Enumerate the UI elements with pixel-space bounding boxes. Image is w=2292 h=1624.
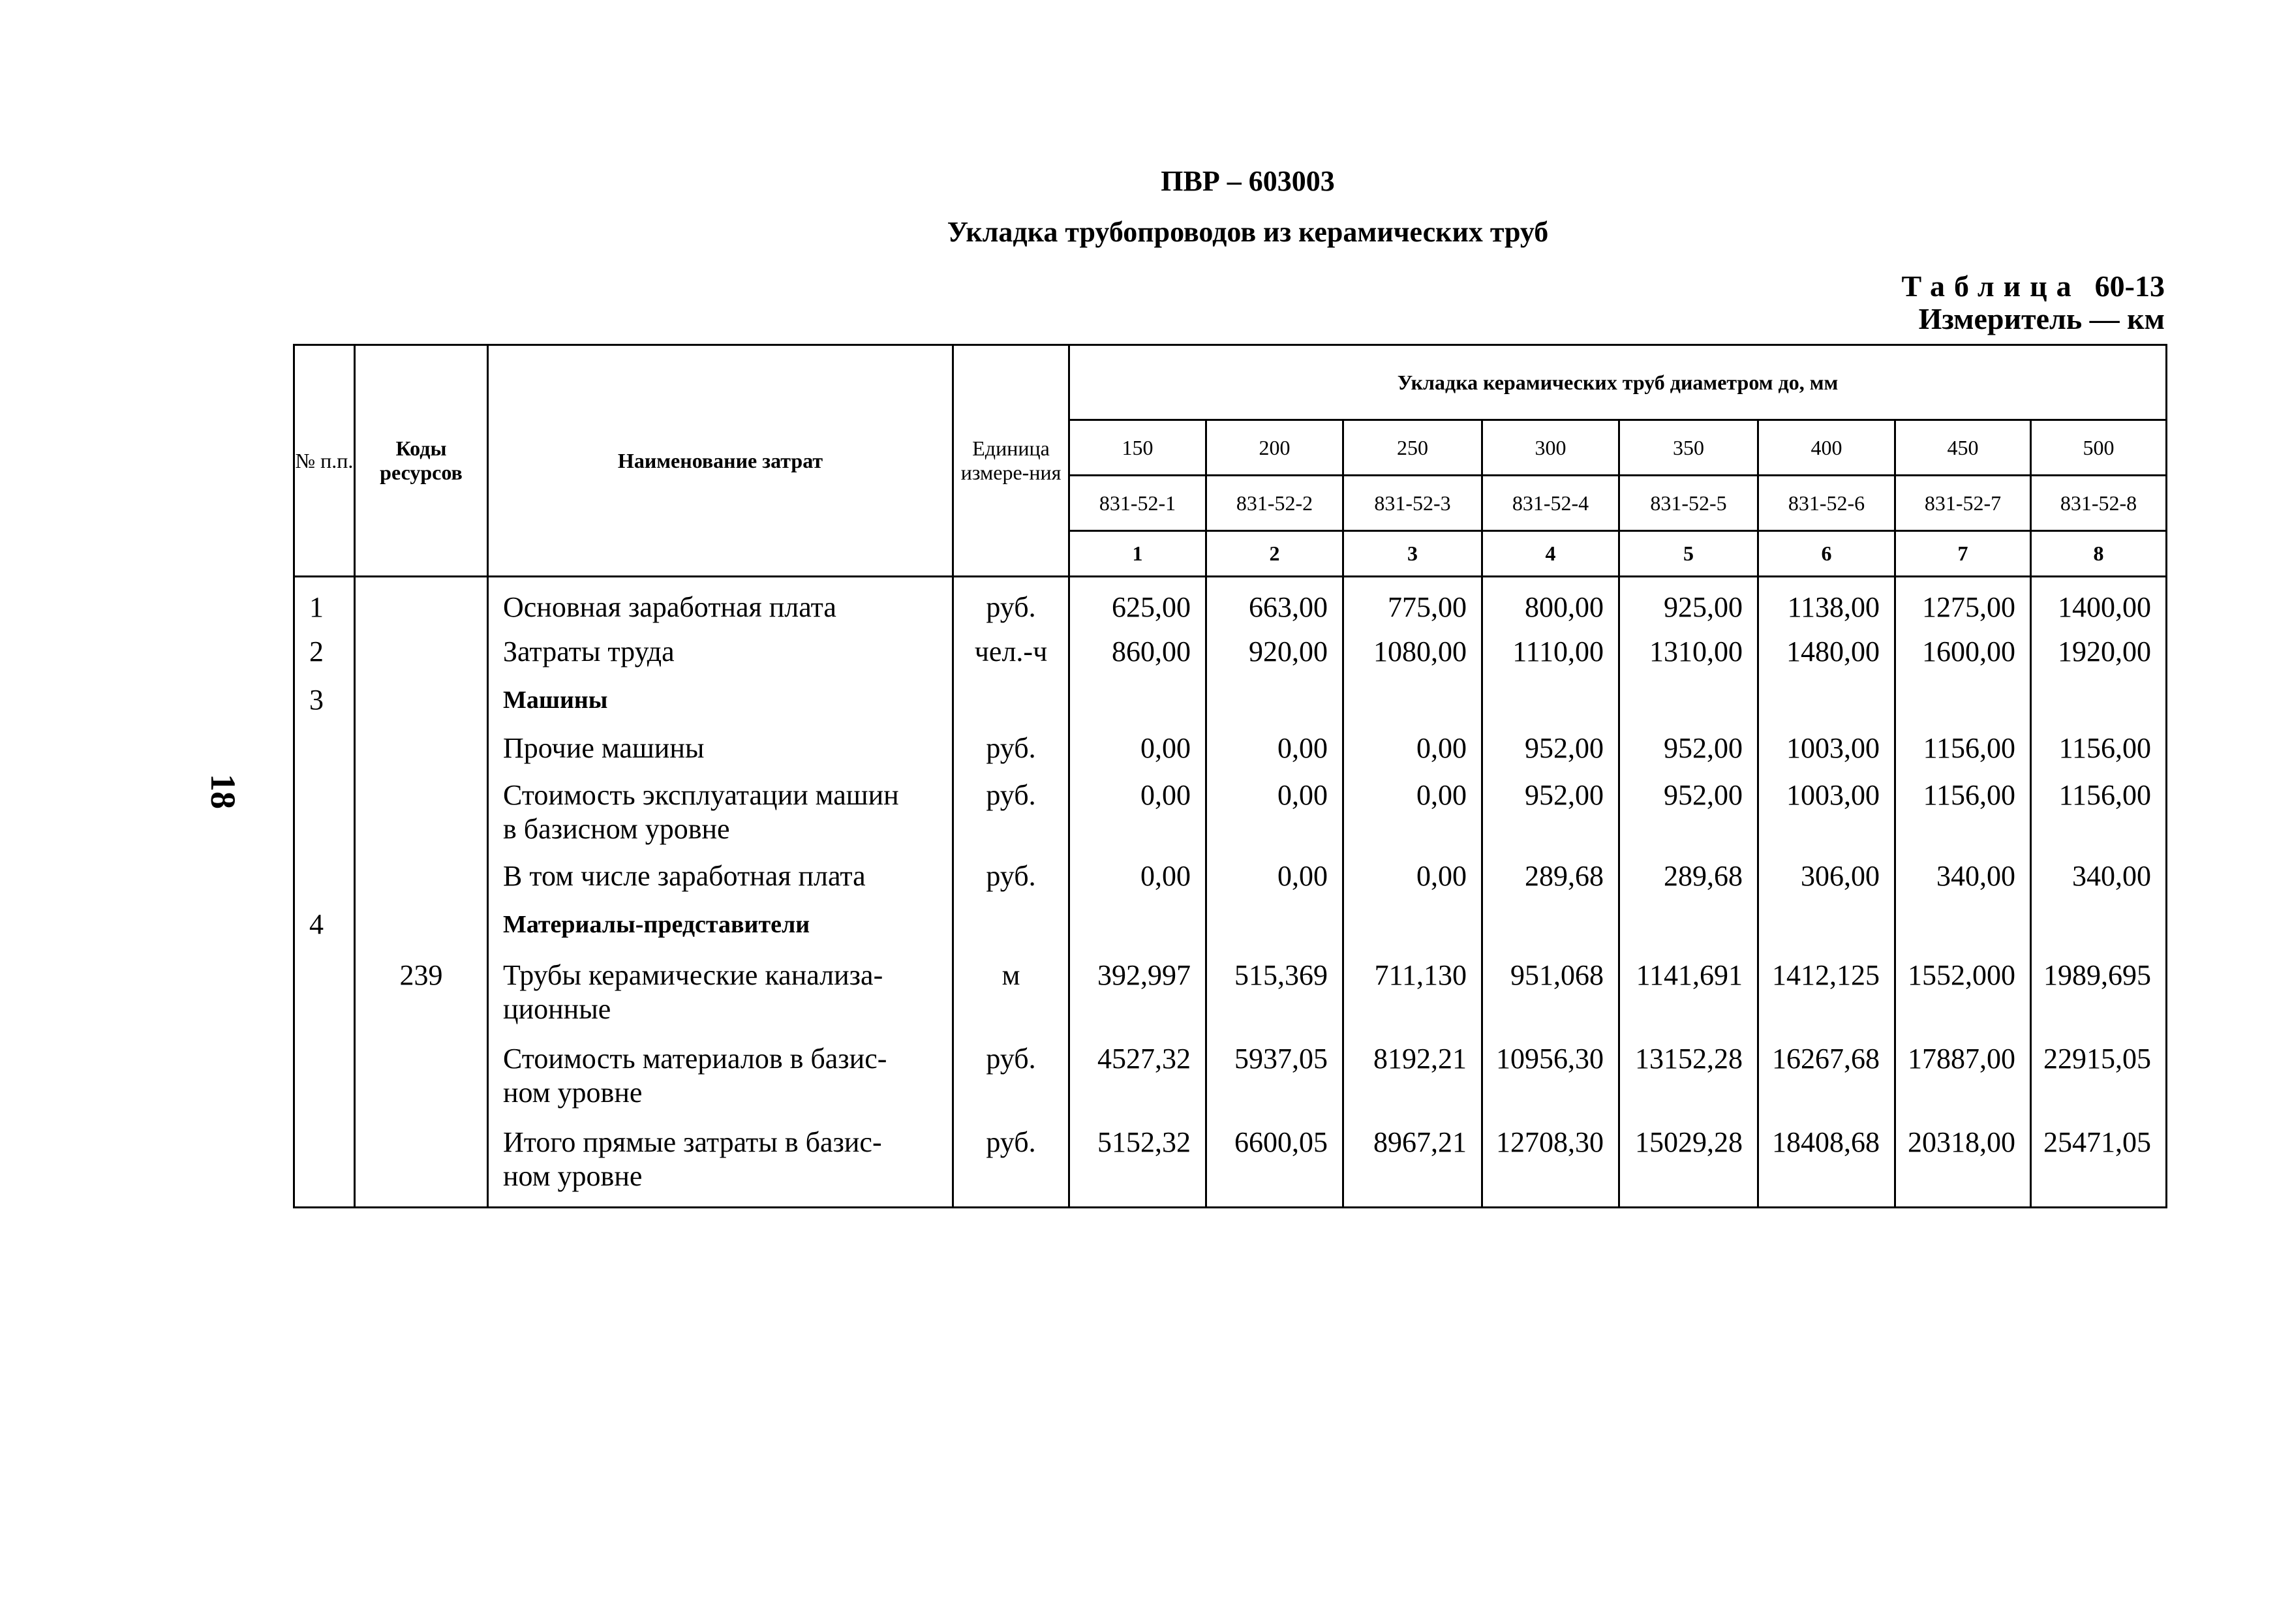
value-cell: 1275,00: [1895, 577, 2031, 630]
value-cell: [1343, 674, 1482, 726]
header-column-number: 5: [1619, 531, 1758, 577]
cost-table: [293, 344, 2167, 1208]
value-cell: 1989,695: [2031, 951, 2167, 1034]
value-cell: 5152,32: [1069, 1118, 1206, 1208]
value-cell: 289,68: [1482, 854, 1619, 898]
value-cell: [1482, 674, 1619, 726]
value-cell: 5937,05: [1206, 1034, 1343, 1118]
resource-code: [355, 726, 488, 771]
value-cell: 4527,32: [1069, 1034, 1206, 1118]
unit: чел.-ч: [953, 630, 1069, 674]
cost-name-line: Затраты труда: [503, 636, 675, 667]
unit: руб.: [953, 1118, 1069, 1208]
unit: м: [953, 951, 1069, 1034]
value-cell: 1138,00: [1758, 577, 1895, 630]
value-cell: 392,997: [1069, 951, 1206, 1034]
value-cell: 952,00: [1482, 771, 1619, 854]
cost-name: [488, 898, 953, 951]
value-cell: [1758, 898, 1895, 951]
cost-name-line: В том числе заработная плата: [503, 860, 866, 892]
cost-name-line: Прочие машины: [503, 732, 705, 764]
unit: руб.: [953, 771, 1069, 854]
resource-code: [355, 630, 488, 674]
resource-code: [355, 1034, 488, 1118]
cost-name: [488, 726, 953, 771]
value-cell: 663,00: [1206, 577, 1343, 630]
resource-code: [355, 854, 488, 898]
cost-name: [488, 1118, 953, 1208]
header-column-number: 6: [1758, 531, 1895, 577]
table-row: [294, 1034, 2167, 1118]
header-column-number: 8: [2031, 531, 2167, 577]
value-cell: 1600,00: [1895, 630, 2031, 674]
header-diameter: 200: [1206, 420, 1343, 476]
value-cell: 0,00: [1343, 726, 1482, 771]
row-number: 4: [294, 898, 355, 951]
resource-code: [355, 1118, 488, 1208]
value-cell: 1412,125: [1758, 951, 1895, 1034]
header-codes: Коды ресурсов: [355, 345, 488, 577]
header-diameter: 350: [1619, 420, 1758, 476]
row-number: [294, 854, 355, 898]
table-label-word: Таблица: [1901, 269, 2081, 303]
value-cell: 306,00: [1758, 854, 1895, 898]
value-cell: [2031, 898, 2167, 951]
value-cell: 340,00: [2031, 854, 2167, 898]
row-number: [294, 726, 355, 771]
header-norm-code: 831-52-6: [1758, 476, 1895, 531]
value-cell: 6600,05: [1206, 1118, 1343, 1208]
cost-name-line: Основная заработная плата: [503, 591, 836, 623]
value-cell: 775,00: [1343, 577, 1482, 630]
header-norm-code: 831-52-5: [1619, 476, 1758, 531]
cost-name: [488, 1034, 953, 1118]
table-row: [294, 951, 2167, 1034]
table-row: [294, 771, 2167, 854]
value-cell: 20318,00: [1895, 1118, 2031, 1208]
header-unit: Единица измере-ния: [953, 345, 1069, 577]
value-cell: 1552,000: [1895, 951, 2031, 1034]
value-cell: [1758, 674, 1895, 726]
value-cell: 17887,00: [1895, 1034, 2031, 1118]
cost-name: [488, 771, 953, 854]
value-cell: [1069, 674, 1206, 726]
cost-name-line: Итого прямые затраты в базис-: [503, 1126, 882, 1158]
cost-name-line: Стоимость эксплуатации машин: [503, 779, 899, 811]
value-cell: [1619, 674, 1758, 726]
header-column-number: 3: [1343, 531, 1482, 577]
value-cell: [1895, 674, 2031, 726]
cost-name-line: Материалы-представители: [503, 911, 810, 938]
table-label-number: 60-13: [2094, 269, 2165, 303]
header-diameter: 250: [1343, 420, 1482, 476]
value-cell: 13152,28: [1619, 1034, 1758, 1118]
header-norm-code: 831-52-3: [1343, 476, 1482, 531]
cost-name: [488, 630, 953, 674]
resource-code: [355, 577, 488, 630]
value-cell: 1156,00: [2031, 726, 2167, 771]
cost-name: [488, 577, 953, 630]
resource-code: [355, 771, 488, 854]
row-number: [294, 951, 355, 1034]
value-cell: [1069, 898, 1206, 951]
value-cell: 0,00: [1206, 854, 1343, 898]
value-cell: 0,00: [1069, 726, 1206, 771]
value-cell: 952,00: [1619, 771, 1758, 854]
table-label: [1901, 269, 2165, 303]
value-cell: 0,00: [1069, 771, 1206, 854]
value-cell: 952,00: [1619, 726, 1758, 771]
value-cell: 22915,05: [2031, 1034, 2167, 1118]
cost-name: [488, 854, 953, 898]
cost-name-line: ном уровне: [503, 1160, 643, 1192]
header-column-number: 7: [1895, 531, 2031, 577]
value-cell: 340,00: [1895, 854, 2031, 898]
value-cell: 1003,00: [1758, 771, 1895, 854]
value-cell: 1156,00: [1895, 726, 2031, 771]
cost-name-line: Стоимость материалов в базис-: [503, 1043, 887, 1075]
header-name: Наименование затрат: [488, 345, 953, 577]
unit: руб.: [953, 1034, 1069, 1118]
value-cell: 1400,00: [2031, 577, 2167, 630]
value-cell: 12708,30: [1482, 1118, 1619, 1208]
value-cell: [1895, 898, 2031, 951]
header-no: № п.п.: [294, 345, 355, 577]
row-number: [294, 1118, 355, 1208]
row-number: [294, 1034, 355, 1118]
value-cell: 0,00: [1343, 854, 1482, 898]
document-subtitle: Укладка трубопроводов из керамических труб: [947, 216, 1549, 248]
cost-name-line: Трубы керамические канализа-: [503, 959, 883, 991]
resource-code: 239: [355, 951, 488, 1034]
document-code-title: ПВР – 603003: [1161, 165, 1335, 197]
value-cell: 8192,21: [1343, 1034, 1482, 1118]
value-cell: 1080,00: [1343, 630, 1482, 674]
unit: руб.: [953, 577, 1069, 630]
page-number: 18: [204, 774, 243, 809]
header-diameter: 300: [1482, 420, 1619, 476]
value-cell: 0,00: [1343, 771, 1482, 854]
value-cell: 1110,00: [1482, 630, 1619, 674]
cost-name-line: Машины: [503, 686, 608, 714]
header-diameter: 500: [2031, 420, 2167, 476]
header-column-number: 1: [1069, 531, 1206, 577]
row-number: 3: [294, 674, 355, 726]
value-cell: 289,68: [1619, 854, 1758, 898]
value-cell: 0,00: [1206, 726, 1343, 771]
table-row: [294, 577, 2167, 630]
unit: руб.: [953, 854, 1069, 898]
cost-name-line: в базисном уровне: [503, 813, 730, 845]
header-column-number: 4: [1482, 531, 1619, 577]
header-norm-code: 831-52-7: [1895, 476, 2031, 531]
value-cell: [1619, 898, 1758, 951]
value-cell: 25471,05: [2031, 1118, 2167, 1208]
resource-code: [355, 898, 488, 951]
value-cell: 1480,00: [1758, 630, 1895, 674]
cost-name-line: ном уровне: [503, 1077, 643, 1109]
value-cell: 1141,691: [1619, 951, 1758, 1034]
value-cell: 711,130: [1343, 951, 1482, 1034]
value-cell: 1003,00: [1758, 726, 1895, 771]
unit: руб.: [953, 726, 1069, 771]
value-cell: 16267,68: [1758, 1034, 1895, 1118]
row-number: 1: [294, 577, 355, 630]
table-row: [294, 630, 2167, 674]
cost-name: [488, 951, 953, 1034]
value-cell: 0,00: [1206, 771, 1343, 854]
table-row: [294, 1118, 2167, 1208]
value-cell: 8967,21: [1343, 1118, 1482, 1208]
value-cell: 1920,00: [2031, 630, 2167, 674]
header-group-title: Укладка керамических труб диаметром до, мм: [1069, 345, 2167, 420]
header-norm-code: 831-52-1: [1069, 476, 1206, 531]
unit: [953, 898, 1069, 951]
cost-name-line: ционные: [503, 993, 611, 1025]
header-diameter: 150: [1069, 420, 1206, 476]
value-cell: 15029,28: [1619, 1118, 1758, 1208]
row-number: [294, 771, 355, 854]
table-row: [294, 898, 2167, 951]
value-cell: [1482, 898, 1619, 951]
value-cell: 10956,30: [1482, 1034, 1619, 1118]
value-cell: [1206, 898, 1343, 951]
value-cell: 515,369: [1206, 951, 1343, 1034]
value-cell: 800,00: [1482, 577, 1619, 630]
header-norm-code: 831-52-2: [1206, 476, 1343, 531]
table-row: [294, 726, 2167, 771]
value-cell: 951,068: [1482, 951, 1619, 1034]
unit: [953, 674, 1069, 726]
header-norm-code: 831-52-4: [1482, 476, 1619, 531]
value-cell: 860,00: [1069, 630, 1206, 674]
value-cell: 1310,00: [1619, 630, 1758, 674]
header-column-number: 2: [1206, 531, 1343, 577]
value-cell: 920,00: [1206, 630, 1343, 674]
header-diameter: 450: [1895, 420, 2031, 476]
resource-code: [355, 674, 488, 726]
value-cell: 1156,00: [2031, 771, 2167, 854]
table-row: [294, 674, 2167, 726]
cost-name: [488, 674, 953, 726]
table-row: [294, 854, 2167, 898]
value-cell: [1206, 674, 1343, 726]
value-cell: [1343, 898, 1482, 951]
value-cell: 0,00: [1069, 854, 1206, 898]
value-cell: 625,00: [1069, 577, 1206, 630]
value-cell: 18408,68: [1758, 1118, 1895, 1208]
value-cell: [2031, 674, 2167, 726]
value-cell: 925,00: [1619, 577, 1758, 630]
value-cell: 952,00: [1482, 726, 1619, 771]
header-diameter: 400: [1758, 420, 1895, 476]
value-cell: 1156,00: [1895, 771, 2031, 854]
row-number: 2: [294, 630, 355, 674]
measure-unit: Измеритель — км: [1918, 302, 2165, 335]
header-norm-code: 831-52-8: [2031, 476, 2167, 531]
